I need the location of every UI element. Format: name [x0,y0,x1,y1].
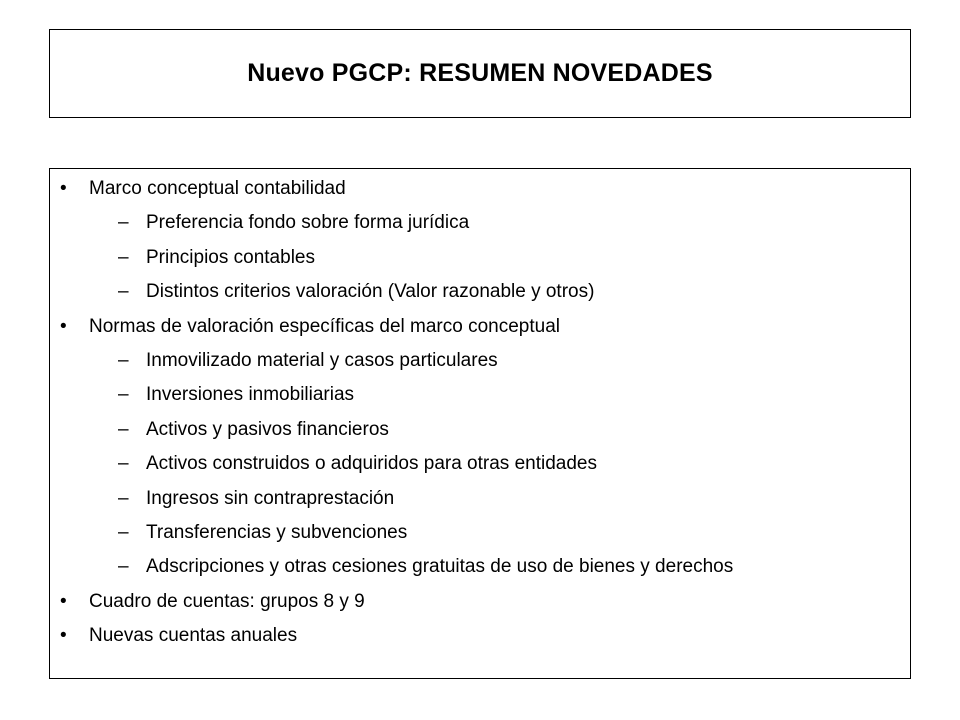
bullet-list [50,178,910,659]
list-section [50,316,910,591]
sub-item-label: Preferencia fondo sobre forma jurídica [146,212,470,234]
content-box [49,168,911,679]
sub-item-label: Inmovilizado material y casos particulares [146,349,498,371]
list-section [50,178,910,316]
sub-item [50,556,910,590]
dash-icon: – [118,521,129,543]
sub-item-label: Principios contables [146,246,315,268]
bullet-icon: • [60,178,67,199]
sub-item-label: Inversiones inmobiliarias [146,384,355,406]
sub-list [50,212,910,315]
sub-item-label: Ingresos sin contraprestación [146,487,395,509]
bullet-icon: • [60,315,67,337]
bullet-item [50,178,910,212]
sub-item-label: Activos y pasivos financieros [146,418,389,440]
dash-icon: – [118,453,129,475]
bullet-item [50,316,910,350]
dash-icon: – [118,246,129,268]
sub-item [50,212,910,246]
sub-item-label: Activos construidos o adquiridos para otras entidades [146,453,597,475]
slide-title: Nuevo PGCP: RESUMEN NOVEDADES [247,59,713,87]
bullet-item [50,625,910,659]
sub-item [50,247,910,281]
title-box [49,29,911,118]
dash-icon: – [118,556,129,578]
bullet-label: Normas de valoración específicas del marco conceptual [89,315,561,337]
bullet-label: Marco conceptual contabilidad [89,178,346,199]
list-section [50,625,910,659]
bullet-item [50,591,910,625]
sub-item [50,384,910,418]
dash-icon: – [118,487,129,509]
dash-icon: – [118,349,129,371]
list-section [50,591,910,625]
dash-icon: – [118,384,129,406]
sub-item [50,350,910,384]
sub-item-label: Transferencias y subvenciones [146,521,408,543]
bullet-label: Nuevas cuentas anuales [89,625,298,647]
sub-item [50,419,910,453]
bullet-icon: • [60,625,67,647]
sub-item-label: Distintos criterios valoración (Valor razonable y otros) [146,281,595,303]
dash-icon: – [118,281,129,303]
sub-item [50,522,910,556]
sub-item-label: Adscripciones y otras cesiones gratuitas de uso de bienes y derechos [146,556,734,578]
sub-list [50,350,910,591]
sub-item [50,488,910,522]
bullet-label: Cuadro de cuentas: grupos 8 y 9 [89,590,365,612]
bullet-icon: • [60,590,67,612]
sub-item [50,453,910,487]
sub-item [50,281,910,315]
dash-icon: – [118,212,129,234]
dash-icon: – [118,418,129,440]
